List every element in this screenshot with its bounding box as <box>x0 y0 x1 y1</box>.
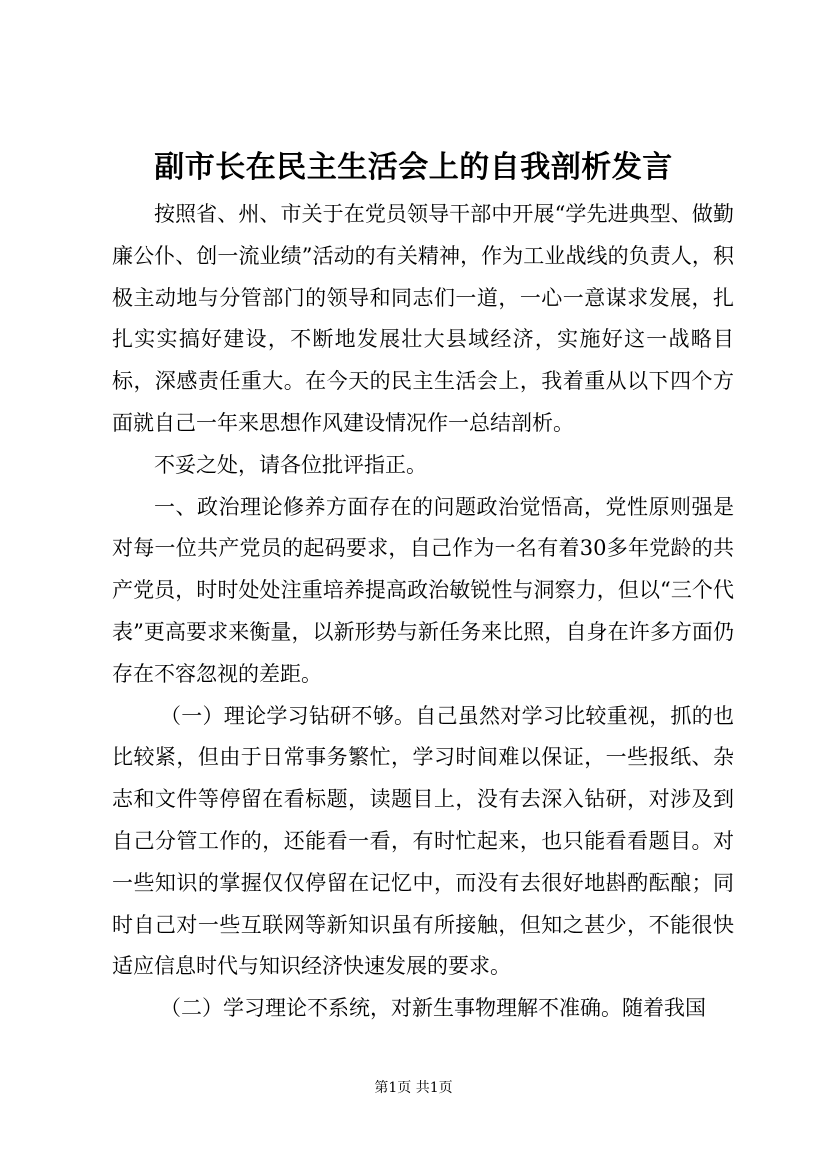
page-number-footer: 第1页 共1页 <box>374 1080 453 1096</box>
document-body <box>112 194 734 1030</box>
paragraph-subsection-two: （二）学习理论不系统，对新生事物理解不准确。随着我国 <box>160 996 706 1021</box>
paragraph-section-one: 一、政治理论修养方面存在的问题政治觉悟高，党性原则强是对每一位共产党员的起码要求，自己作为一名有着30多年党龄的共产党员，时时处处注重培养提高政治敏锐性与洞察力，但以“三个代表”更高要求来衡量，以新形势与新任务来比照，自身在许多方面仍存在不容忽视的差距。 <box>112 494 734 686</box>
paragraph-intro: 按照省、州、市关于在党员领导干部中开展“学先进典型、做勤廉公仆、创一流业绩”活动的有关精神，作为工业战线的负责人，积极主动地与分管部门的领导和同志们一道，一心一意谋求发展，扎扎实实搞好建设，不断地发展壮大县域经济，实施好这一战略目标，深感责任重大。在今天的民主生活会上，我着重从以下四个方面就自己一年来思想作风建设情况作一总结剖析。 <box>112 202 734 435</box>
document-title: 副市长在民主生活会上的自我剖析发言 <box>154 150 673 185</box>
paragraph-request: 不妥之处，请各位批评指正。 <box>154 452 427 477</box>
paragraph-subsection-one: （一）理论学习钻研不够。自己虽然对学习比较重视，抓的也比较紧，但由于日常事务繁忙，学习时间难以保证，一些报纸、杂志和文件等停留在看标题，读题目上，没有去深入钻研，对涉及到自己分管工作的，还能看一看，有时忙起来，也只能看看题目。对一些知识的掌握仅仅停留在记忆中，而没有去很好地斟酌酝酿；同时自己对一些互联网等新知识虽有所接触，但知之甚少，不能很快适应信息时代与知识经济快速发展的要求。 <box>112 703 734 979</box>
